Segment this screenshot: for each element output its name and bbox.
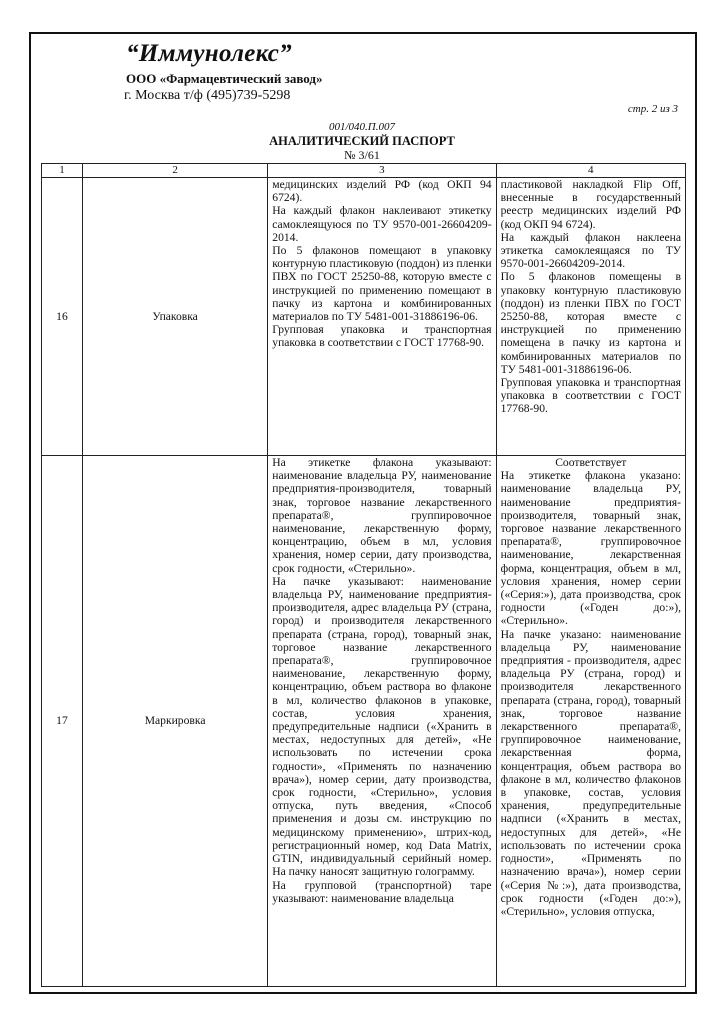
indicator-name: Упаковка [82,178,267,456]
result-cell [496,456,685,987]
requirement-cell [268,178,496,456]
column-header: 2 [82,164,267,178]
result-text: пластиковой накладкой Flip Off, внесенные в государственный реестр медицинских изделий РФ (код ОКП 94 6724). [500,178,681,231]
table-row [42,456,686,987]
document-number: 001/040.П.007 [329,121,395,133]
column-header: 1 [42,164,83,178]
passport-number: № 3/61 [344,148,380,162]
requirement-text: Групповая упаковка и транспортная упаковка в соответствии с ГОСТ 17768-90. [272,323,492,350]
result-text: По 5 флаконов помещены в упаковку контурную пластиковую (поддон) из пленки ПВХ по ГОСТ 25250-88, которая вместе с инструкцией по применению помещена в пачку из картона и комбинированных материалов по ТУ 5481-001-31886196-06. [500,270,681,376]
column-header: 3 [268,164,496,178]
result-text: На каждый флакон наклеена этикетка самоклеящаяся по ТУ 9570-001-26604209-2014. [500,230,681,271]
result-text: На этикетке флакона указано: наименование владельца РУ, наименование предприятия-производителя, товарный знак, торговое название лекарственного препарата®, группировочное наименование, лекарственная форма, концентрация, объем в мл, условия хранения, номер серии («Серия:»), дата производства, срок годности («Годен до:»), «Стерильно». [500,469,681,628]
page-number: стр. 2 из 3 [627,103,678,115]
requirement-text: По 5 флаконов помещают в упаковку контурную пластиковую (поддон) из пленки ПВХ по ГОСТ 25250-88, которую вместе с инструкцией по применению помещают в пачку из картона и комбинированных материалов по ТУ 5481-001-31886196-06. [272,244,492,324]
requirement-text: медицинских изделий РФ (код ОКП 94 6724). [272,178,492,205]
row-number: 17 [42,456,83,987]
organization-name: ООО «Фармацевтический завод» [126,71,323,86]
result-cell [496,178,685,456]
address-phone: г. Москва т/ф (495)739-5298 [124,88,291,103]
table-row [42,178,686,456]
requirement-cell [268,456,496,987]
result-text: На пачке указано: наименование владельца РУ, наименование предприятия - производителя, адрес владельца РУ (страна, город) и производителя лекарственного препарата (страна, город), товарный знак, торговое название лекарственного препарата®, группировочное наименование, лекарственная форма, концентрация, объем раствора во флаконе в мл, количество флаконов в упаковке, состав, условия хранения, предупредительные надписи («Хранить в местах, недоступных для детей», «Не использовать по истечении срока годности», «Применять по назначению врача»), номер серии («Серия №:»), дата производства, срок годности («Годен до:»), «Стерильно», условия отпуска, [500,627,681,918]
status-text: Соответствует [555,456,627,469]
indicator-name: Маркировка [82,456,267,987]
requirement-text: На этикетке флакона указывают: наименование владельца РУ, наименование предприятия-производителя, товарный знак, торговое название лекарственного препарата®, группировочное наименование, лекарственную форму, концентрацию, объем в мл, условия хранения, номер серии, дату производства, срок годности, «Стерильно». [272,456,492,575]
company-name: “Иммунолекс” [126,40,292,67]
row-number: 16 [42,178,83,456]
column-header: 4 [496,164,685,178]
table-header-row [42,164,686,178]
requirement-text: На групповой (транспортной) таре указывают: наименование владельца [272,878,492,905]
requirement-text: На каждый флакон наклеивают этикетку самоклеящуюся по ТУ 9570-001-26604209-2014. [272,204,492,244]
requirement-text: На пачке указывают: наименование владельца РУ, наименование предприятия-производителя, адрес владельца РУ (страна, город) и производителя лекарственного препарата (страна, город), товарный знак, торговое название лекарственного препарата®, группировочное наименование, лекарственную форму, концентрацию, объем раствора во флаконе в мл, количество флаконов в упаковке, состав, условия хранения, предупредительные надписи («Хранить в местах, недоступных для детей», «Не использовать по истечении срока годности», «Применять по назначению врача»), номер серии, дату производства, срок годности, «Стерильно», условия отпуска, путь введения, «Способ применения и дозы см. инструкцию по медицинскому применению», штрих-код, регистрационный номер, код Data Matrix, GTIN, индивидуальный серийный номер. На пачку наносят защитную голограмму. [272,574,492,879]
analysis-table [41,163,686,987]
result-text: Групповая упаковка и транспортная упаковка в соответствии с ГОСТ 17768-90. [500,376,681,416]
document-title: АНАЛИТИЧЕСКИЙ ПАСПОРТ [269,134,455,148]
